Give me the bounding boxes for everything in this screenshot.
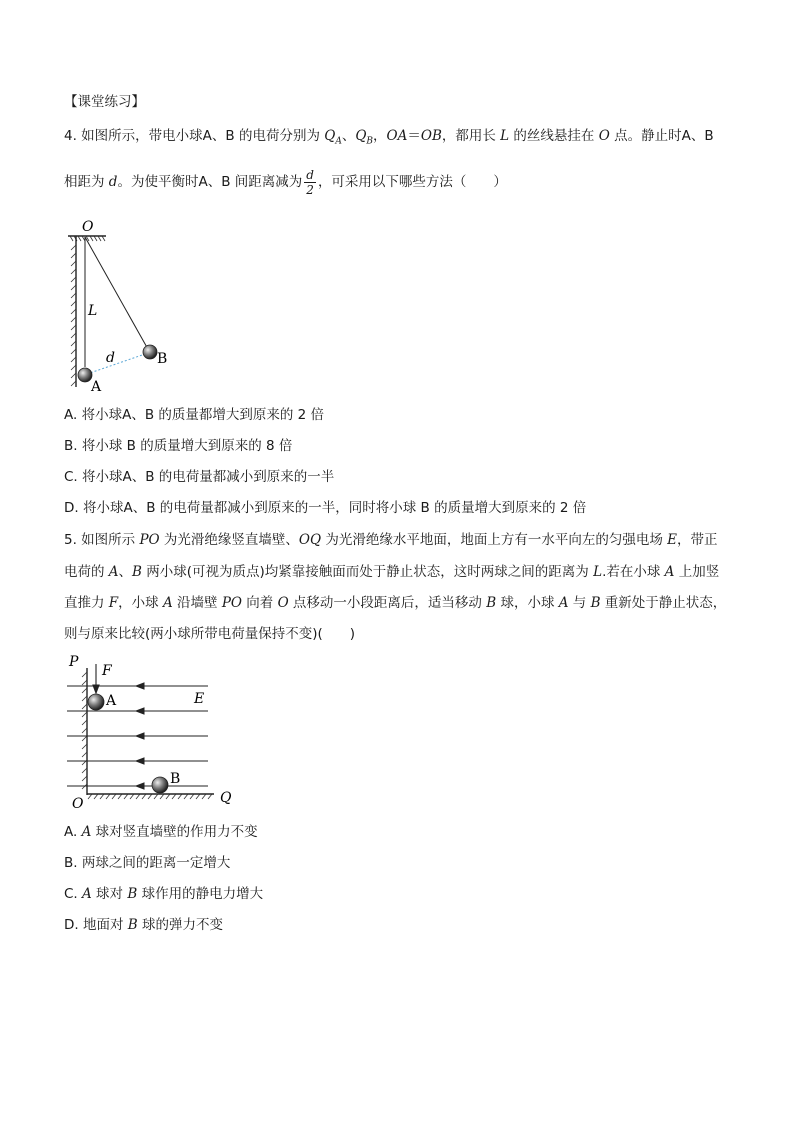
q4-d: d [108, 174, 118, 190]
q5-text: 与 [568, 595, 591, 611]
q5-text: ，带正 [677, 532, 718, 548]
q5-o: O [277, 595, 289, 611]
q4-text: ， [373, 128, 387, 144]
ball-a [88, 694, 104, 710]
q5-text: 为光滑绝缘竖直墙壁、 [159, 532, 299, 548]
q5-a: A [162, 595, 173, 611]
q5-text: 、 [118, 564, 133, 580]
distance-d-line [87, 353, 148, 374]
q4-stem-line2 [64, 164, 507, 200]
q5-option-c [64, 884, 263, 904]
q4-option-b: B. 将小球 B 的质量增大到原来的 8 倍 [64, 438, 293, 454]
q4-text: 4. 如图所示，带电小球A、B 的电荷分别为 [64, 128, 325, 144]
q5-a: A [108, 564, 119, 580]
q5-po: PO [221, 595, 242, 611]
label-o: O [82, 219, 94, 235]
q5-opt-text: 球的弹力不变 [137, 917, 223, 933]
q4-option-d: D. 将小球A、B 的电荷量都减小到原来的一半，同时将小球 B 的质量增大到原来的 2 倍 [64, 500, 587, 516]
q5-f: F [108, 595, 119, 611]
q5-opt-text: 球作用的静电力增大 [137, 886, 264, 902]
q4-ob: OB [420, 128, 442, 144]
label-o: O [72, 796, 84, 810]
q4-eq: ＝ [407, 128, 421, 144]
ball-a [78, 368, 92, 382]
q5-opt-text: D. 地面对 [64, 917, 128, 933]
q5-text: ，小球 [118, 595, 163, 611]
q4-text: 相距为 [64, 174, 109, 190]
q5-b: B [132, 564, 142, 580]
q4-text: ，都用长 [441, 128, 501, 144]
q4-text: 、 [341, 128, 356, 144]
q4-qb: Q [355, 128, 367, 144]
q5-stem-line4: 则与原来比较(两小球所带电荷量保持不变)( ) [64, 626, 356, 642]
q5-text: 重新处于静止状态， [600, 595, 727, 611]
q5-text: 5. 如图所示 [64, 532, 140, 548]
q4-qa-sub: A [335, 136, 342, 147]
q5-option-a [64, 822, 258, 842]
q4-pendulum-figure [62, 215, 182, 397]
label-d: d [106, 350, 115, 366]
q4-qa: Q [324, 128, 336, 144]
q4-option-c: C. 将小球A、B 的电荷量都减小到原来的一半 [64, 469, 335, 485]
q4-option-a: A. 将小球A、B 的质量都增大到原来的 2 倍 [64, 407, 325, 423]
q5-option-b: B. 两球之间的距离一定增大 [64, 855, 231, 871]
q5-po: PO [139, 532, 160, 548]
label-q: Q [220, 790, 232, 806]
q5-text: 为光滑绝缘水平地面，地面上方有一水平向左的匀强电场 [321, 532, 668, 548]
q5-stem-line2 [64, 562, 719, 582]
q5-e: E [667, 532, 678, 548]
q5-text: 点移动一小段距离后，适当移动 [288, 595, 487, 611]
label-b: B [170, 771, 181, 787]
label-a: A [91, 379, 102, 395]
q5-field-figure [62, 650, 240, 810]
q5-a: A [664, 564, 675, 580]
ball-b [143, 345, 157, 359]
q5-b: B [590, 595, 601, 611]
q5-opt-text: 球对竖直墙壁的作用力不变 [91, 824, 258, 840]
q5-text: 向着 [241, 595, 278, 611]
q4-stem-line1 [64, 126, 714, 152]
ball-b [152, 777, 168, 793]
q5-text: 电荷的 [64, 564, 109, 580]
q5-opt-var: B [127, 917, 138, 933]
q5-l: L [593, 564, 603, 580]
q5-oq: OQ [298, 532, 322, 548]
q5-b: B [486, 595, 497, 611]
q5-opt-text: A. [64, 824, 82, 840]
q4-text: ，可采用以下哪些方法（ ） [317, 174, 507, 190]
q5-opt-var: A [81, 824, 92, 840]
q5-text: 直推力 [64, 595, 109, 611]
q5-opt-var: B [127, 886, 138, 902]
label-b: B [157, 351, 168, 367]
q5-opt-text: C. [64, 886, 83, 902]
q4-text: 。为使平衡时A、B 间距离减为 [117, 174, 303, 190]
q5-opt-text: 球对 [91, 886, 128, 902]
section-header: 【课堂练习】 [64, 94, 145, 110]
q4-fraction [304, 168, 316, 197]
q5-text: 沿墙壁 [172, 595, 222, 611]
q5-stem-line1 [64, 530, 718, 550]
label-l: L [88, 303, 98, 319]
q4-frac-den: 2 [306, 182, 314, 197]
q5-option-d [64, 915, 223, 935]
q4-text: 点。静止时A、B [609, 128, 714, 144]
q5-stem-line3 [64, 593, 726, 613]
thread-ob [85, 237, 149, 351]
q4-frac-num: d [306, 167, 314, 182]
q5-a: A [558, 595, 569, 611]
q5-opt-var: A [82, 886, 92, 902]
q5-text: 上加竖 [674, 564, 720, 580]
q5-text: 球，小球 [496, 595, 559, 611]
q5-text: .若在小球 [602, 564, 665, 580]
label-f: F [102, 663, 112, 679]
q5-text: 两小球(可视为质点)均紧靠接触面而处于静止状态，这时两球之间的距离为 [141, 564, 594, 580]
label-p: P [69, 654, 79, 670]
q4-O: O [598, 128, 610, 144]
q4-text: 的丝线悬挂在 [509, 128, 599, 144]
label-e: E [194, 691, 205, 707]
q4-L: L [500, 128, 510, 144]
q4-qb-sub: B [366, 136, 374, 147]
q4-oa: OA [386, 128, 408, 144]
force-f-arrow [93, 664, 99, 693]
label-a: A [106, 693, 117, 709]
